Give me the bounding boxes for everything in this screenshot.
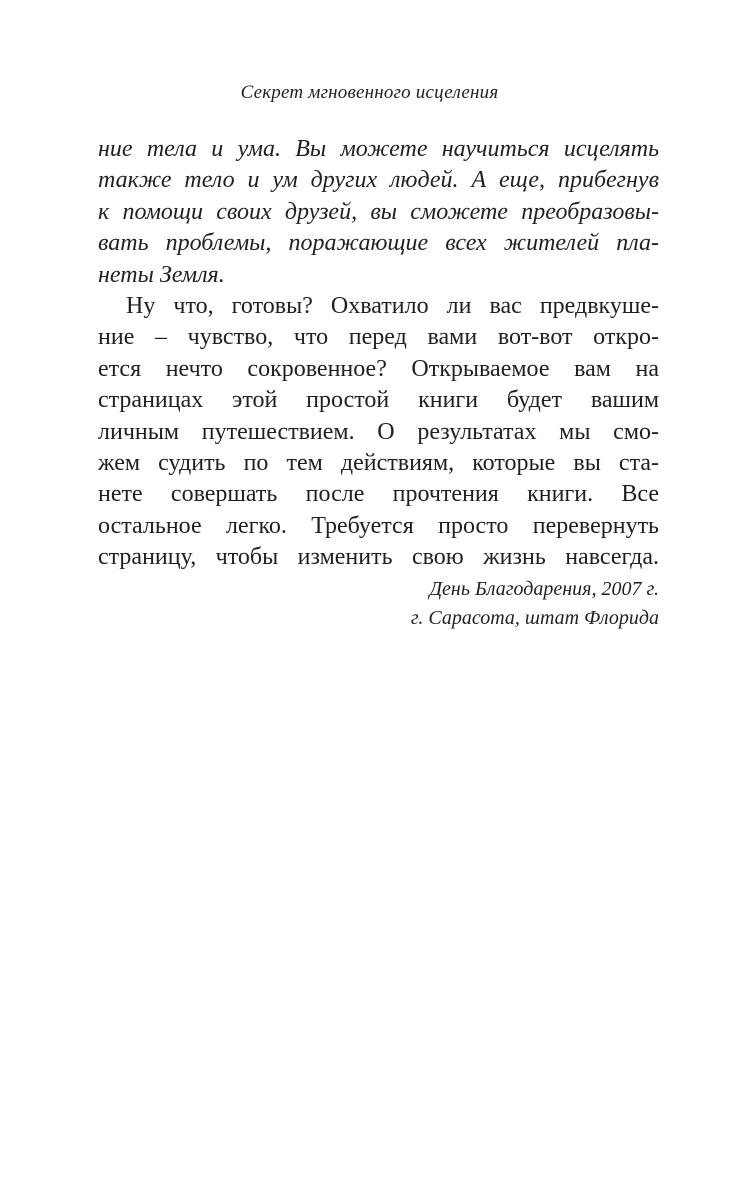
text-line: Ну что, готовы? Охватило ли вас предвкуше- xyxy=(126,292,659,319)
text-line: личным путешествием. О результатах мы смо- xyxy=(98,418,659,445)
signature-block xyxy=(98,575,659,633)
text-line: ется нечто сокровенное? Открываемое вам на xyxy=(98,355,659,382)
page-body xyxy=(98,134,659,633)
italic-paragraph xyxy=(98,134,659,291)
text-line: жем судить по тем действиям, которые вы ста- xyxy=(98,449,659,476)
text-line: ние – чувство, что перед вами вот-вот откро- xyxy=(98,324,659,351)
text-line: остальное легко. Требуется просто перевернуть xyxy=(98,512,659,539)
running-head: Секрет мгновенного исцеления xyxy=(240,82,499,103)
text-line: также тело и ум других людей. А еще, прибегнув xyxy=(98,167,659,194)
text-line: вать проблемы, поражающие всех жителей пла- xyxy=(98,230,659,257)
text-line: ние тела и ума. Вы можете научиться исцелять xyxy=(98,136,659,162)
body-paragraph xyxy=(98,291,659,574)
signature-date: День Благодарения, 2007 г. xyxy=(429,578,659,601)
text-line: к помощи своих друзей, вы сможете преобразовы- xyxy=(98,198,659,225)
text-line: страницах этой простой книги будет вашим xyxy=(98,387,659,414)
signature-place: г. Сарасота, штат Флорида xyxy=(410,607,659,630)
text-line: страницу, чтобы изменить свою жизнь навсегда. xyxy=(98,544,659,571)
text-line: нете совершать после прочтения книги. Все xyxy=(98,481,659,508)
text-line: неты Земля. xyxy=(98,261,225,288)
